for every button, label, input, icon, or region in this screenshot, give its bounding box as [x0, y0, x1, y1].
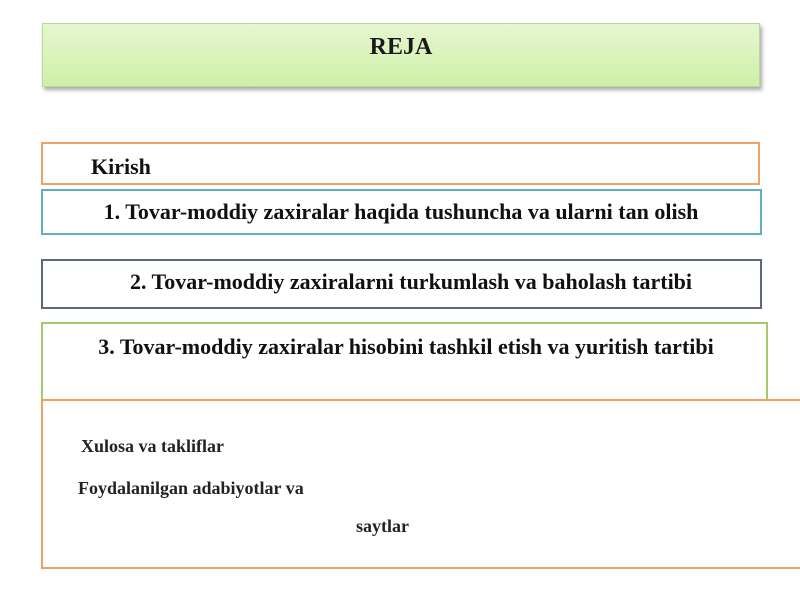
plan-item-1-text: 1. Tovar-moddiy zaxiralar haqida tushuncha va ularni tan olish: [103, 199, 699, 224]
plan-item-2-text: 2. Tovar-moddiy zaxiralarni turkumlash va baholash tartibi: [129, 269, 693, 294]
literature-label-line2: saytlar: [356, 516, 409, 536]
intro-label: Kirish: [91, 154, 151, 179]
intro-box: [41, 142, 760, 185]
literature-label-line1: Foydalanilgan adabiyotlar va: [78, 478, 304, 498]
page-title: REJA: [369, 34, 433, 60]
title-banner: [42, 23, 760, 87]
plan-item-3-text: 3. Tovar-moddiy zaxiralar hisobini tashkil etish va yuritish tartibi: [98, 334, 714, 359]
conclusion-label: Xulosa va takliflar: [81, 436, 225, 456]
